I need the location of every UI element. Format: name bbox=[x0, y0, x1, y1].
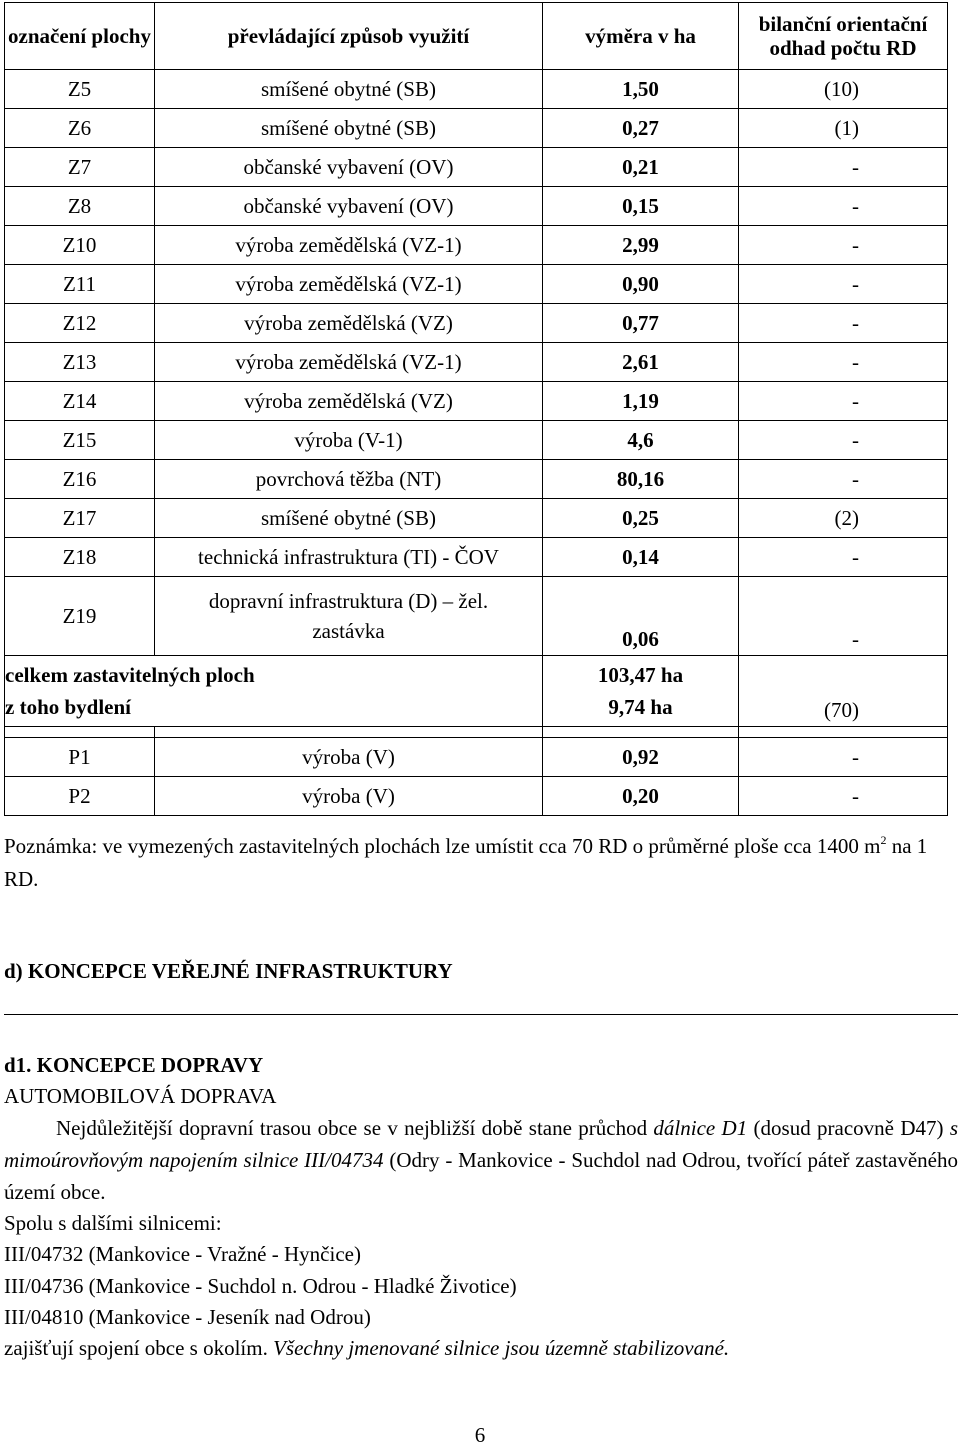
cell-plot-id: P2 bbox=[5, 777, 155, 816]
para-text-2: (dosud pracovně D47) bbox=[747, 1116, 950, 1140]
cell-use-line2: zastávka bbox=[312, 619, 385, 643]
summary-labels bbox=[5, 656, 543, 727]
subsection-subheading: AUTOMOBILOVÁ DOPRAVA bbox=[4, 1084, 277, 1108]
cell-plot-id: Z8 bbox=[5, 187, 155, 226]
cell-plot-id: Z11 bbox=[5, 265, 155, 304]
cell-use: smíšené obytné (SB) bbox=[155, 70, 543, 109]
para-text-3: (Odry - Mankovice - Suchdol nad Odrou, tvořící páteř zastavěného území obce. bbox=[4, 1148, 958, 1204]
closing-line bbox=[4, 1333, 958, 1364]
cell-rd: - bbox=[739, 187, 948, 226]
cell-area: 0,15 bbox=[543, 187, 739, 226]
cell-rd: (1) bbox=[739, 109, 948, 148]
cell-use: výroba (V) bbox=[155, 738, 543, 777]
closing-text: zajišťují spojení obce s okolím. bbox=[4, 1336, 274, 1361]
cell-area: 0,06 bbox=[543, 577, 739, 656]
table-row bbox=[5, 226, 948, 265]
land-use-table bbox=[4, 2, 948, 816]
cell-plot-id: Z14 bbox=[5, 382, 155, 421]
table-row bbox=[5, 577, 948, 656]
housing-rd: (70) bbox=[739, 656, 948, 727]
cell-rd: - bbox=[739, 304, 948, 343]
housing-label: z toho bydlení bbox=[5, 695, 132, 719]
note-paragraph bbox=[4, 830, 954, 896]
cell-use bbox=[155, 577, 543, 656]
table-body bbox=[5, 70, 948, 577]
total-label: celkem zastavitelných ploch bbox=[5, 663, 255, 687]
cell-use: výroba zemědělská (VZ-1) bbox=[155, 343, 543, 382]
list-item: III/04810 (Mankovice - Jeseník nad Odrou) bbox=[4, 1304, 371, 1329]
cell-plot-id: Z15 bbox=[5, 421, 155, 460]
cell-rd: - bbox=[739, 460, 948, 499]
road-list bbox=[4, 1208, 958, 1364]
cell-rd: - bbox=[739, 538, 948, 577]
table-row bbox=[5, 382, 948, 421]
header-area: výměra v ha bbox=[543, 3, 739, 70]
cell-use: technická infrastruktura (TI) - ČOV bbox=[155, 538, 543, 577]
closing-italic: Všechny jmenované silnice jsou územně stabilizované. bbox=[273, 1336, 730, 1361]
list-item: III/04736 (Mankovice - Suchdol n. Odrou - Hladké Životice) bbox=[4, 1273, 517, 1298]
cell-area: 80,16 bbox=[543, 460, 739, 499]
cell-use: občanské vybavení (OV) bbox=[155, 148, 543, 187]
subsection-heading: d1. KONCEPCE DOPRAVY bbox=[4, 1053, 264, 1077]
cell-plot-id: P1 bbox=[5, 738, 155, 777]
cell-area: 4,6 bbox=[543, 421, 739, 460]
list-item: III/04732 (Mankovice - Vražné - Hynčice) bbox=[4, 1242, 361, 1267]
summary-row bbox=[5, 656, 948, 727]
cell-plot-id: Z17 bbox=[5, 499, 155, 538]
cell-use: výroba (V) bbox=[155, 777, 543, 816]
spacer-row bbox=[5, 727, 948, 738]
cell-plot-id: Z18 bbox=[5, 538, 155, 577]
note-text-end: na 1 RD. bbox=[4, 834, 928, 891]
table-header-row bbox=[5, 3, 948, 70]
section-heading: d) KONCEPCE VEŘEJNÉ INFRASTRUKTURY bbox=[4, 959, 453, 983]
housing-area: 9,74 ha bbox=[608, 695, 673, 719]
table-row bbox=[5, 70, 948, 109]
cell-plot-id: Z16 bbox=[5, 460, 155, 499]
cell-area: 2,61 bbox=[543, 343, 739, 382]
table-row bbox=[5, 109, 948, 148]
cell-plot-id: Z6 bbox=[5, 109, 155, 148]
cell-rd: (10) bbox=[739, 70, 948, 109]
cell-rd: - bbox=[739, 421, 948, 460]
para-text-1: Nejdůležitější dopravní trasou obce se v nejbližší době stane průchod bbox=[56, 1116, 654, 1140]
summary-areas bbox=[543, 656, 739, 727]
cell-use: výroba zemědělská (VZ) bbox=[155, 382, 543, 421]
table-row bbox=[5, 265, 948, 304]
cell-rd: - bbox=[739, 265, 948, 304]
table-row bbox=[5, 460, 948, 499]
cell-use: smíšené obytné (SB) bbox=[155, 499, 543, 538]
list-item: Spolu s dalšími silnicemi: bbox=[4, 1211, 222, 1235]
note-superscript: 2 bbox=[880, 833, 887, 847]
cell-plot-id: Z5 bbox=[5, 70, 155, 109]
header-plot-id: označení plochy bbox=[5, 3, 155, 70]
page-number: 6 bbox=[474, 1423, 486, 1447]
table-row bbox=[5, 738, 948, 777]
cell-use-line1: dopravní infrastruktura (D) – žel. bbox=[208, 589, 489, 613]
cell-rd: - bbox=[739, 777, 948, 816]
table-row bbox=[5, 538, 948, 577]
header-use: převládající způsob využití bbox=[155, 3, 543, 70]
header-rd-estimate: bilanční orientační odhad počtu RD bbox=[739, 3, 948, 70]
para-italic-2: s mimoúrovňovým napojením silnice III/04734 bbox=[4, 1116, 959, 1172]
cell-rd: - bbox=[739, 226, 948, 265]
cell-plot-id: Z12 bbox=[5, 304, 155, 343]
table-row bbox=[5, 343, 948, 382]
cell-rd: (2) bbox=[739, 499, 948, 538]
table-row bbox=[5, 777, 948, 816]
table-row bbox=[5, 421, 948, 460]
cell-area: 0,14 bbox=[543, 538, 739, 577]
cell-rd: - bbox=[739, 577, 948, 656]
cell-area: 0,92 bbox=[543, 738, 739, 777]
cell-area: 0,20 bbox=[543, 777, 739, 816]
cell-rd: - bbox=[739, 382, 948, 421]
cell-area: 1,19 bbox=[543, 382, 739, 421]
cell-area: 0,77 bbox=[543, 304, 739, 343]
cell-use: smíšené obytné (SB) bbox=[155, 109, 543, 148]
total-area: 103,47 ha bbox=[597, 663, 684, 687]
table-row bbox=[5, 304, 948, 343]
cell-rd: - bbox=[739, 148, 948, 187]
cell-area: 0,90 bbox=[543, 265, 739, 304]
cell-use: výroba zemědělská (VZ) bbox=[155, 304, 543, 343]
table-row bbox=[5, 187, 948, 226]
cell-plot-id: Z7 bbox=[5, 148, 155, 187]
note-text: Poznámka: ve vymezených zastavitelných plochách lze umístit cca 70 RD o průměrné ploše cca 1400 m bbox=[4, 834, 881, 858]
cell-use: občanské vybavení (OV) bbox=[155, 187, 543, 226]
cell-plot-id: Z10 bbox=[5, 226, 155, 265]
table-row bbox=[5, 499, 948, 538]
cell-use: výroba zemědělská (VZ-1) bbox=[155, 226, 543, 265]
cell-area: 2,99 bbox=[543, 226, 739, 265]
cell-rd: - bbox=[739, 738, 948, 777]
cell-use: povrchová těžba (NT) bbox=[155, 460, 543, 499]
cell-area: 0,25 bbox=[543, 499, 739, 538]
table-row bbox=[5, 148, 948, 187]
cell-use: výroba zemědělská (VZ-1) bbox=[155, 265, 543, 304]
body-paragraph bbox=[4, 1112, 958, 1208]
cell-area: 0,21 bbox=[543, 148, 739, 187]
cell-area: 0,27 bbox=[543, 109, 739, 148]
cell-plot-id: Z13 bbox=[5, 343, 155, 382]
divider bbox=[4, 1014, 958, 1015]
cell-plot-id: Z19 bbox=[5, 577, 155, 656]
table-body-p bbox=[5, 738, 948, 816]
cell-use: výroba (V-1) bbox=[155, 421, 543, 460]
para-italic-1: dálnice D1 bbox=[653, 1116, 748, 1140]
cell-rd: - bbox=[739, 343, 948, 382]
cell-area: 1,50 bbox=[543, 70, 739, 109]
